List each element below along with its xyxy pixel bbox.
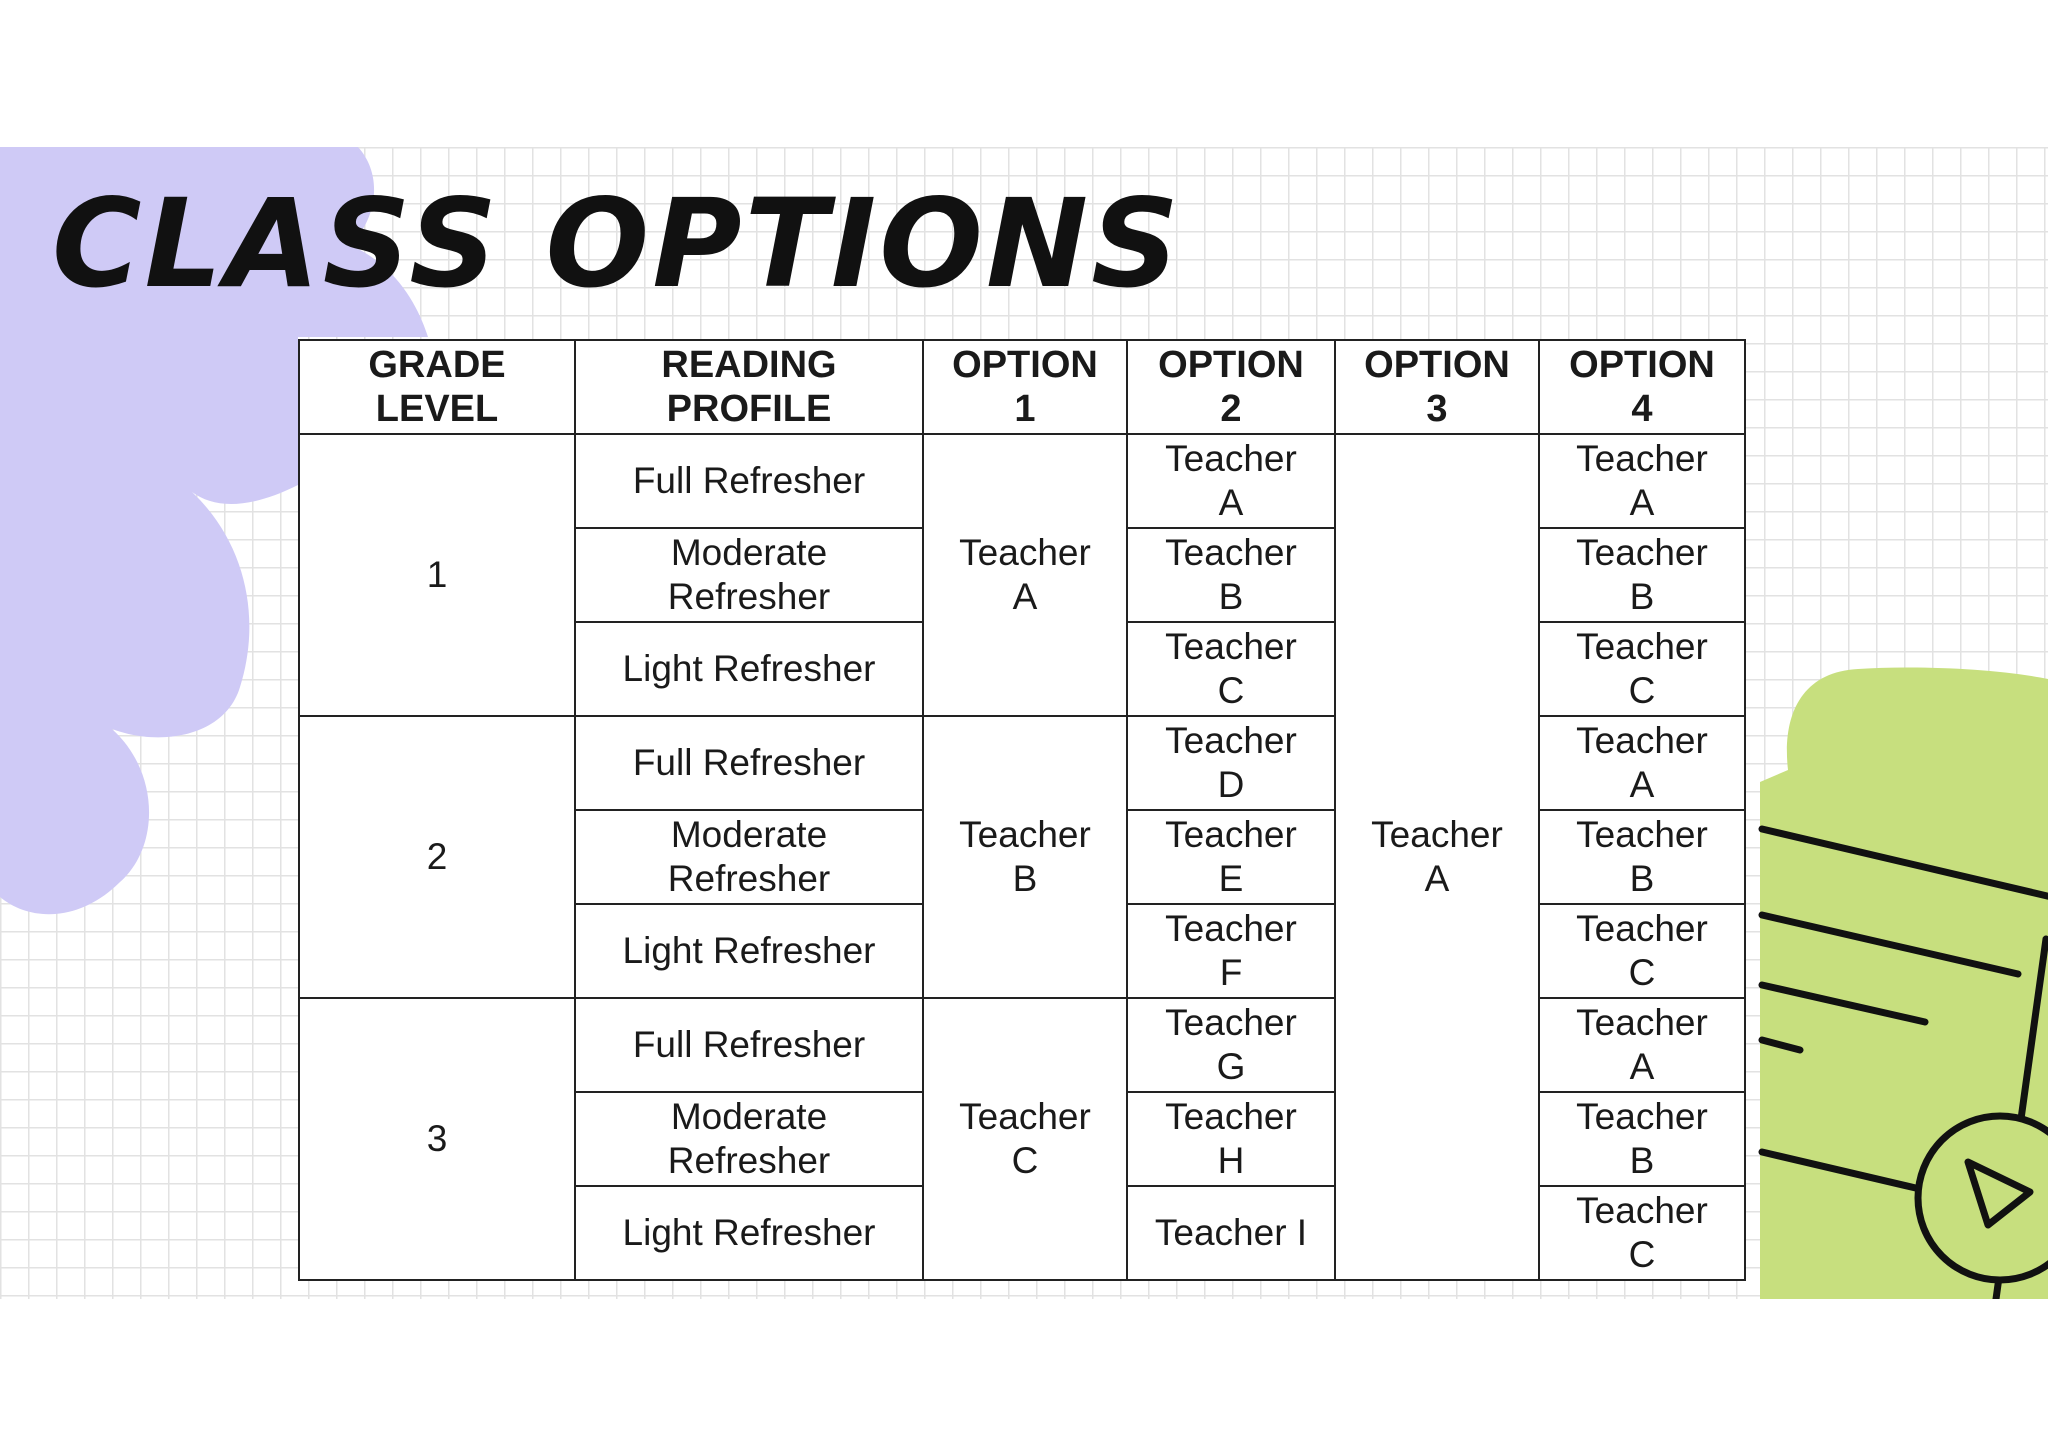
option-2-cell: Teacher G xyxy=(1127,998,1335,1092)
header-reading-profile: READING PROFILE xyxy=(575,340,923,434)
header-option-1: OPTION 1 xyxy=(923,340,1127,434)
option-4-cell: Teacher B xyxy=(1539,1092,1745,1186)
grade-level-cell: 1 xyxy=(299,434,575,716)
grade-level-cell: 3 xyxy=(299,998,575,1280)
option-2-cell: Teacher A xyxy=(1127,434,1335,528)
bottom-margin xyxy=(0,1299,2048,1447)
reading-profile-cell: Light Refresher xyxy=(575,622,923,716)
option-2-cell: Teacher B xyxy=(1127,528,1335,622)
option-1-cell: Teacher A xyxy=(923,434,1127,716)
option-4-cell: Teacher A xyxy=(1539,716,1745,810)
header-row xyxy=(299,340,1745,434)
option-2-cell: Teacher I xyxy=(1127,1186,1335,1280)
reading-profile-cell: Full Refresher xyxy=(575,716,923,810)
option-4-cell: Teacher C xyxy=(1539,622,1745,716)
option-3-cell: Teacher A xyxy=(1335,434,1539,1280)
reading-profile-cell: Light Refresher xyxy=(575,904,923,998)
header-option-4: OPTION 4 xyxy=(1539,340,1745,434)
option-1-cell: Teacher B xyxy=(923,716,1127,998)
reading-profile-cell: Full Refresher xyxy=(575,434,923,528)
slide xyxy=(0,147,2048,1299)
reading-profile-cell: Moderate Refresher xyxy=(575,528,923,622)
reading-profile-cell: Full Refresher xyxy=(575,998,923,1092)
option-2-cell: Teacher C xyxy=(1127,622,1335,716)
option-2-cell: Teacher E xyxy=(1127,810,1335,904)
reading-profile-cell: Moderate Refresher xyxy=(575,1092,923,1186)
option-4-cell: Teacher C xyxy=(1539,904,1745,998)
grade-level-cell: 2 xyxy=(299,716,575,998)
reading-profile-cell: Light Refresher xyxy=(575,1186,923,1280)
table-row xyxy=(299,434,1745,528)
header-option-2: OPTION 2 xyxy=(1127,340,1335,434)
class-options-table xyxy=(298,339,1746,1281)
option-2-cell: Teacher H xyxy=(1127,1092,1335,1186)
option-4-cell: Teacher C xyxy=(1539,1186,1745,1280)
option-4-cell: Teacher A xyxy=(1539,998,1745,1092)
option-2-cell: Teacher D xyxy=(1127,716,1335,810)
option-4-cell: Teacher A xyxy=(1539,434,1745,528)
reading-profile-cell: Moderate Refresher xyxy=(575,810,923,904)
header-option-3: OPTION 3 xyxy=(1335,340,1539,434)
page-title: CLASS OPTIONS xyxy=(52,173,1182,315)
option-1-cell: Teacher C xyxy=(923,998,1127,1280)
option-2-cell: Teacher F xyxy=(1127,904,1335,998)
option-4-cell: Teacher B xyxy=(1539,810,1745,904)
option-4-cell: Teacher B xyxy=(1539,528,1745,622)
header-grade-level: GRADE LEVEL xyxy=(299,340,575,434)
